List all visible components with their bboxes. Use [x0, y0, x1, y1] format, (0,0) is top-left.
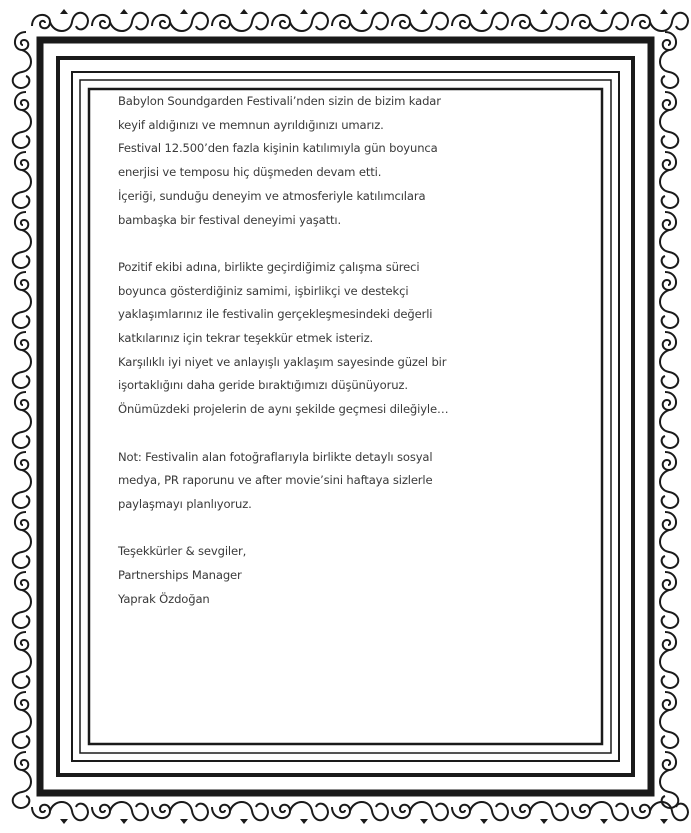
scroll-flourish-icon — [13, 272, 31, 328]
scroll-flourish-icon — [660, 152, 678, 208]
scroll-flourish-icon — [13, 152, 31, 208]
paragraph-gap — [118, 422, 588, 446]
letter-line: işortaklığını daha geride bıraktığımızı düşünüyoruz. — [118, 378, 408, 393]
letter-line: Festival 12.500’den fazla kişinin katılımıyla gün boyunca — [118, 141, 438, 156]
scroll-flourish-icon — [13, 32, 31, 88]
scroll-flourish-icon — [13, 452, 31, 508]
scroll-flourish-icon — [272, 9, 328, 31]
letter-line: Önümüzdeki projelerin de aynı şekilde geçmesi dileğiyle… — [118, 402, 449, 417]
letter-line: paylaşmayı planlıyoruz. — [118, 496, 252, 511]
scroll-flourish-icon — [212, 802, 268, 824]
scroll-flourish-icon — [572, 802, 628, 824]
scroll-flourish-icon — [32, 9, 88, 31]
letter-line: katkılarınız için tekrar teşekkür etmek isteriz. — [118, 331, 374, 346]
scroll-flourish-icon — [452, 9, 508, 31]
letter-line: yaklaşımlarınız ile festivalin gerçekleşmesindeki değerli — [118, 307, 433, 322]
scroll-flourish-icon — [660, 692, 678, 748]
scroll-flourish-icon — [660, 92, 678, 148]
scroll-flourish-icon — [332, 802, 388, 824]
letter-body — [118, 90, 588, 611]
scroll-flourish-icon — [660, 632, 678, 688]
letter-line: Partnerships Manager — [118, 568, 242, 583]
scroll-flourish-icon — [632, 9, 688, 31]
scroll-flourish-icon — [512, 9, 568, 31]
scroll-flourish-icon — [13, 212, 31, 268]
letter-line: Teşekkürler & sevgiler, — [118, 544, 247, 559]
letter-paragraph — [118, 540, 588, 611]
scroll-flourish-icon — [152, 802, 208, 824]
scroll-flourish-icon — [660, 512, 678, 568]
scroll-flourish-icon — [13, 92, 31, 148]
scroll-flourish-icon — [660, 272, 678, 328]
scroll-flourish-icon — [660, 452, 678, 508]
ornament-left — [13, 32, 31, 808]
letter-paragraph — [118, 90, 588, 232]
letter-line: enerjisi ve temposu hiç düşmeden devam etti. — [118, 165, 382, 180]
scroll-flourish-icon — [660, 572, 678, 628]
letter-line: Pozitif ekibi adına, birlikte geçirdiğimiz çalışma süreci — [118, 259, 420, 274]
scroll-flourish-icon — [13, 692, 31, 748]
scroll-flourish-icon — [13, 572, 31, 628]
letter-paragraph — [118, 256, 588, 422]
scroll-flourish-icon — [660, 392, 678, 448]
letter-line: Babylon Soundgarden Festivali’nden sizin de bizim kadar — [118, 94, 441, 108]
letter-line: Yaprak Özdoğan — [118, 591, 210, 606]
paragraph-gap — [118, 232, 588, 256]
scroll-flourish-icon — [660, 212, 678, 268]
letter-line: keyif aldığınızı ve memnun ayrıldığınızı umarız. — [118, 117, 384, 132]
scroll-flourish-icon — [632, 802, 688, 824]
letter-line: Karşılıklı iyi niyet ve anlayışlı yaklaşım sayesinde güzel bir — [118, 354, 447, 369]
ornament-top — [32, 9, 688, 31]
letter-line: Not: Festivalin alan fotoğraflarıyla birlikte detaylı sosyal — [118, 449, 433, 464]
letter-line: İçeriği, sunduğu deneyim ve atmosferiyle katılımcılara — [118, 188, 426, 203]
scroll-flourish-icon — [512, 802, 568, 824]
scroll-flourish-icon — [332, 9, 388, 31]
scroll-flourish-icon — [660, 752, 678, 808]
scroll-flourish-icon — [13, 512, 31, 568]
letter-line: medya, PR raporunu ve after movie’sini haftaya sizlerle — [118, 473, 433, 488]
letter-paragraph — [118, 446, 588, 517]
letter-line: boyunca gösterdiğiniz samimi, işbirlikçi ve destekçi — [118, 283, 409, 298]
ornament-right — [660, 32, 678, 808]
scroll-flourish-icon — [92, 9, 148, 31]
scroll-flourish-icon — [272, 802, 328, 824]
scroll-flourish-icon — [13, 752, 31, 808]
scroll-flourish-icon — [572, 9, 628, 31]
scroll-flourish-icon — [392, 802, 448, 824]
scroll-flourish-icon — [13, 392, 31, 448]
ornament-bottom — [32, 802, 688, 824]
letter-line: bambaşka bir festival deneyimi yaşattı. — [118, 212, 342, 227]
scroll-flourish-icon — [13, 632, 31, 688]
scroll-flourish-icon — [452, 802, 508, 824]
scroll-flourish-icon — [212, 9, 268, 31]
scroll-flourish-icon — [660, 32, 678, 88]
scroll-flourish-icon — [660, 332, 678, 388]
scroll-flourish-icon — [13, 332, 31, 388]
scroll-flourish-icon — [392, 9, 448, 31]
scroll-flourish-icon — [152, 9, 208, 31]
scroll-flourish-icon — [92, 802, 148, 824]
paragraph-gap — [118, 517, 588, 541]
scroll-flourish-icon — [32, 802, 88, 824]
